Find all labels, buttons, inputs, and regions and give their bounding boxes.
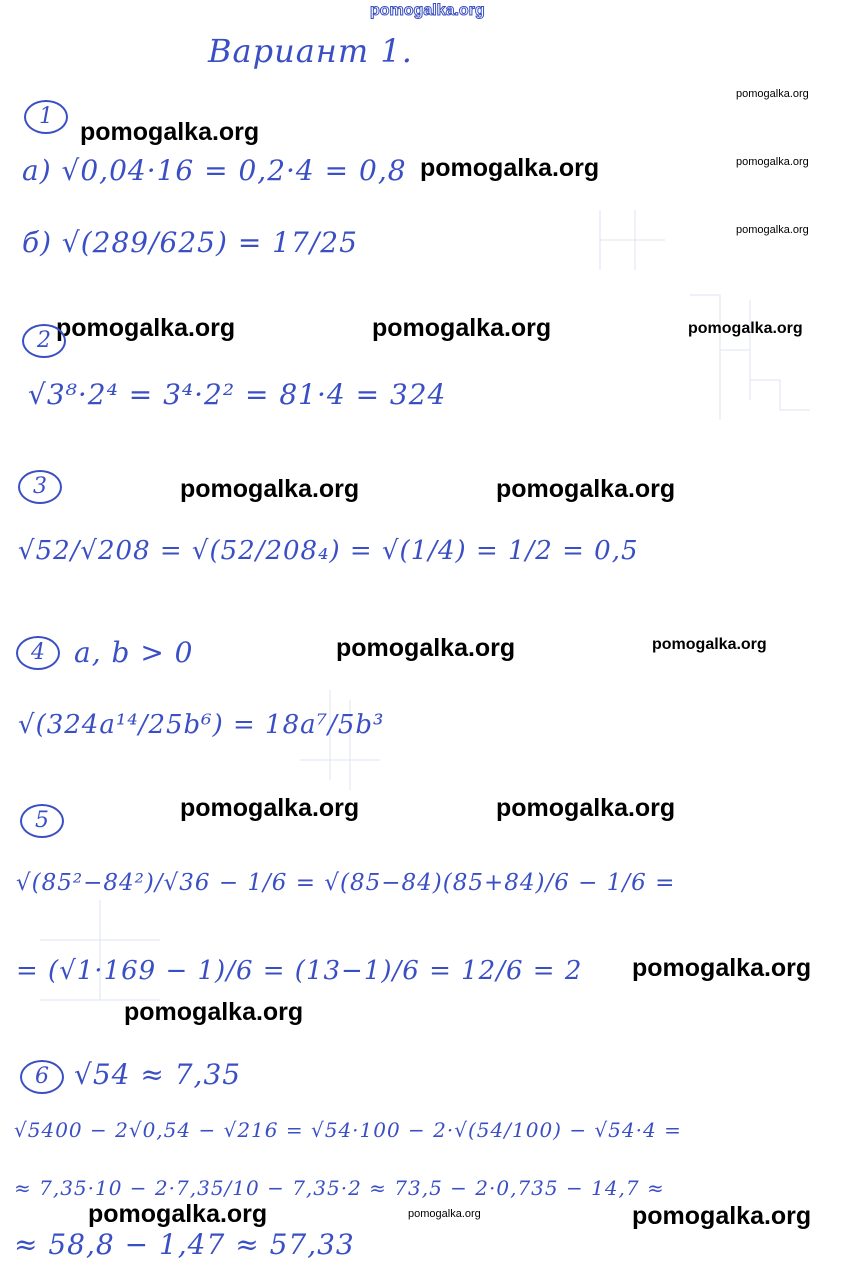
- watermark: pomogalka.org: [408, 1208, 481, 1220]
- problem-6-solution-line-3: ≈ 58,8 − 1,47 ≈ 57,33: [14, 1228, 355, 1261]
- watermark: pomogalka.org: [56, 314, 236, 342]
- watermark: pomogalka.org: [420, 154, 600, 182]
- watermark: pomogalka.org: [180, 794, 360, 822]
- watermark: pomogalka.org: [736, 224, 809, 236]
- problem-4-condition: a, b > 0: [74, 636, 194, 669]
- problem-number: 6: [20, 1060, 64, 1094]
- problem-1b-solution: б) √(289/625) = 17/25: [22, 226, 358, 259]
- problem-5-solution-line-2: = (√1·169 − 1)/6 = (13−1)/6 = 12/6 = 2: [16, 956, 583, 986]
- problem-3-solution: √52/√208 = √(52/208₄) = √(1/4) = 1/2 = 0,5: [18, 536, 639, 566]
- watermark: pomogalka.org: [736, 88, 809, 100]
- watermark: pomogalka.org: [180, 475, 360, 503]
- watermark: pomogalka.org: [632, 1202, 812, 1230]
- problem-6-solution-line-2: ≈ 7,35·10 − 2·7,35/10 − 7,35·2 ≈ 73,5 − 2·0,735 − 14,7 ≈: [14, 1176, 665, 1200]
- problem-6-condition: √54 ≈ 7,35: [74, 1058, 242, 1091]
- watermark: pomogalka.org: [496, 475, 676, 503]
- problem-2-solution: √3⁸·2⁴ = 3⁴·2² = 81·4 = 324: [28, 378, 447, 411]
- watermark: pomogalka.org: [88, 1200, 268, 1228]
- page-title: Вариант 1.: [208, 32, 413, 70]
- problem-number: 2: [22, 324, 66, 358]
- watermark: pomogalka.org: [336, 634, 516, 662]
- site-header-watermark: pomogalka.org: [370, 2, 485, 19]
- watermark: pomogalka.org: [496, 794, 676, 822]
- watermark: pomogalka.org: [688, 320, 803, 337]
- problem-1a-solution: а) √0,04·16 = 0,2·4 = 0,8: [22, 154, 407, 187]
- watermark: pomogalka.org: [632, 954, 812, 982]
- watermark: pomogalka.org: [124, 998, 304, 1026]
- watermark: pomogalka.org: [736, 156, 809, 168]
- problem-number: 3: [18, 470, 62, 504]
- watermark: pomogalka.org: [80, 118, 260, 146]
- problem-number: 4: [16, 636, 60, 670]
- watermark: pomogalka.org: [372, 314, 552, 342]
- watermark: pomogalka.org: [652, 636, 767, 653]
- problem-5-solution-line-1: √(85²−84²)/√36 − 1/6 = √(85−84)(85+84)/6 − 1/6 =: [16, 870, 676, 896]
- problem-number: 1: [24, 100, 68, 134]
- problem-4-solution: √(324a¹⁴/25b⁶) = 18a⁷/5b³: [18, 710, 385, 740]
- problem-6-solution-line-1: √5400 − 2√0,54 − √216 = √54·100 − 2·√(54/100) − √54·4 =: [14, 1118, 682, 1142]
- problem-number: 5: [20, 804, 64, 838]
